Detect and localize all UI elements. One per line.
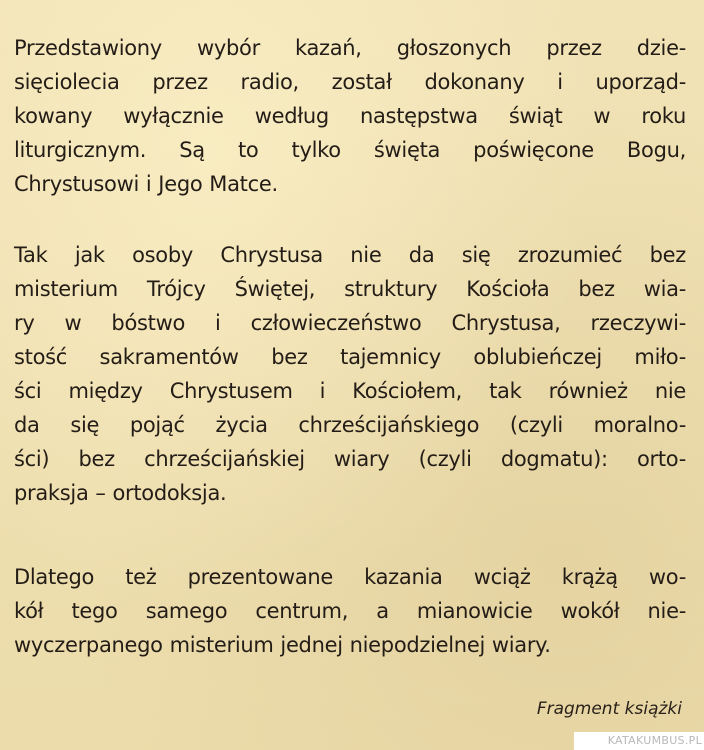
text-line: sięciolecia przez radio, został dokonany i uporząd- — [14, 70, 686, 94]
text-line: Przedstawiony wybór kazań, głoszonych przez dzie- — [14, 36, 686, 60]
text-line: liturgicznym. Są to tylko święta poświęcone Bogu, — [14, 138, 686, 162]
text-line: Chrystusowi i Jego Matce. — [14, 172, 278, 196]
text-line: da się pojąć życia chrześcijańskiego (czyli moralno- — [14, 413, 686, 437]
paragraph-1 — [14, 31, 686, 201]
text-line: kowany wyłącznie według następstwa świąt w roku — [14, 104, 686, 128]
text-line: Dlatego też prezentowane kazania wciąż krążą wo- — [14, 565, 686, 589]
text-line: praksja – ortodoksja. — [14, 481, 227, 505]
text-line: kół tego samego centrum, a mianowicie wokół nie- — [14, 599, 686, 623]
source-credit: Fragment książki — [536, 699, 682, 719]
site-watermark: KATAKUMBUS.PL — [574, 732, 704, 750]
text-line: ści) bez chrześcijańskiej wiary (czyli dogmatu): orto- — [14, 447, 686, 471]
text-line: wyczerpanego misterium jednej niepodzielnej wiary. — [14, 633, 551, 657]
text-line: misterium Trójcy Świętej, struktury Kościoła bez wia- — [14, 277, 686, 301]
text-line: Tak jak osoby Chrystusa nie da się zrozumieć bez — [14, 243, 686, 267]
paragraph-3 — [14, 560, 686, 662]
paragraph-2 — [14, 238, 686, 510]
text-line: ry w bóstwo i człowieczeństwo Chrystusa, rzeczywi- — [14, 311, 686, 335]
text-line: ści między Chrystusem i Kościołem, tak również nie — [14, 379, 686, 403]
text-line: stość sakramentów bez tajemnicy oblubieńczej miło- — [14, 345, 686, 369]
